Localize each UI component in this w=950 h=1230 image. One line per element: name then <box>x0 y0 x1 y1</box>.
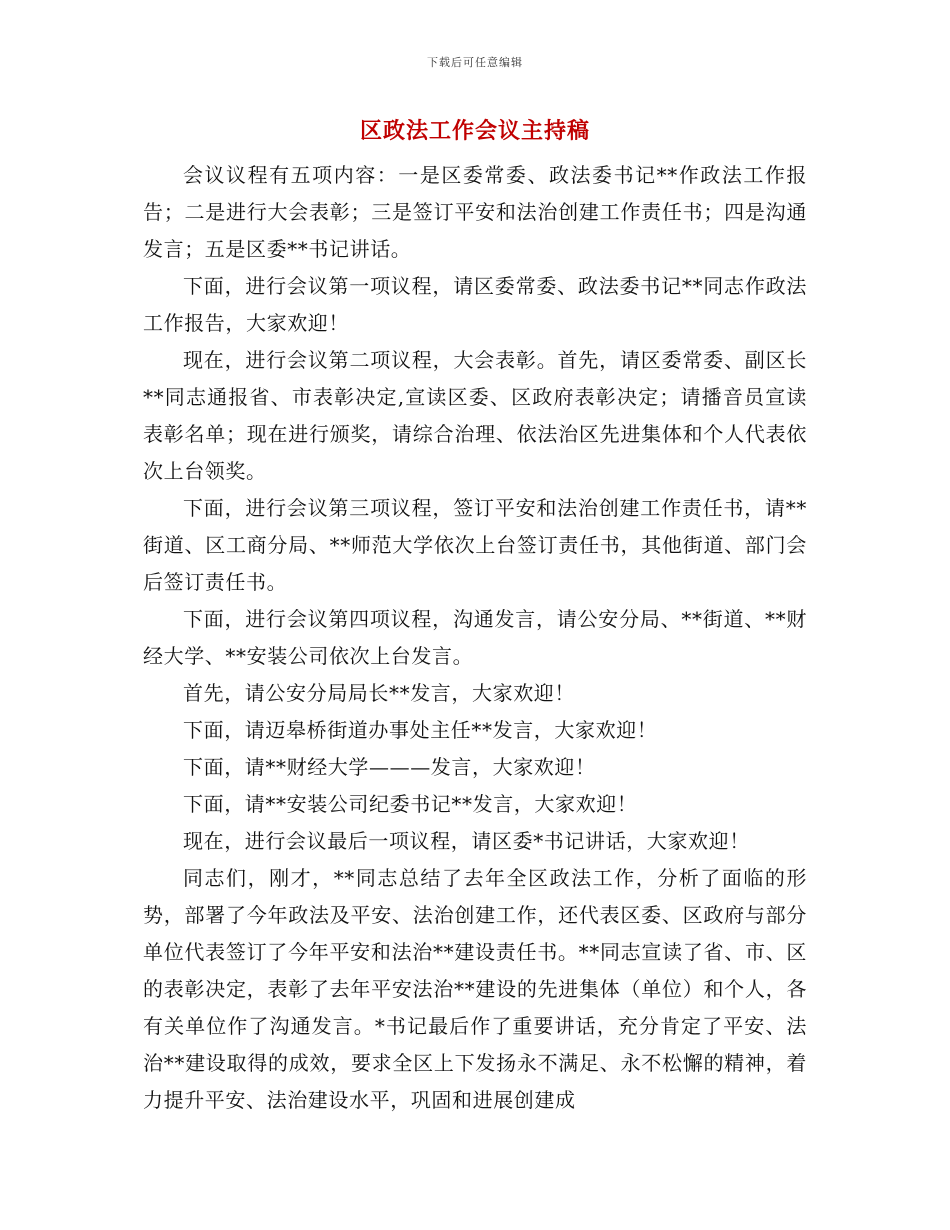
paragraph: 会议议程有五项内容：一是区委常委、政法委书记**作政法工作报告；二是进行大会表彰；三是签订平安和法治创建工作责任书；四是沟通发言；五是区委**书记讲话。 <box>143 163 807 261</box>
paragraph: 下面，请**财经大学———发言，大家欢迎！ <box>183 755 596 779</box>
paragraph: 下面，进行会议第四项议程，沟通发言，请公安分局、**街道、**财经大学、**安装公司依次上台发言。 <box>143 607 807 668</box>
paragraph: 下面，请**安装公司纪委书记**发言，大家欢迎！ <box>183 792 638 816</box>
paragraph: 现在，进行会议第二项议程，大会表彰。首先，请区委常委、副区长**同志通报省、市表彰决定,宣读区委、区政府表彰决定；请播音员宣读表彰名单；现在进行颁奖，请综合治理、依法治区先进集体和个人代表依次上台领奖。 <box>143 348 807 483</box>
paragraph: 现在，进行会议最后一项议程，请区委*书记讲话，大家欢迎！ <box>183 829 750 853</box>
paragraph: 下面，进行会议第一项议程，请区委常委、政法委书记**同志作政法工作报告，大家欢迎！ <box>143 274 807 335</box>
document-body <box>143 157 807 1119</box>
paragraph: 首先，请公安分局局长**发言，大家欢迎！ <box>183 681 575 705</box>
document-title: 区政法工作会议主持稿 <box>359 118 590 144</box>
paragraph: 同志们，刚才，**同志总结了去年全区政法工作，分析了面临的形势，部署了今年政法及平安、法治创建工作，还代表区委、区政府与部分单位代表签订了今年平安和法治**建设责任书。**同志宣读了省、市、区的表彰决定，表彰了去年平安法治**建设的先进集体（单位）和个人，各有关单位作了沟通发言。*书记最后作了重要讲话，充分肯定了平安、法治**建设取得的成效，要求全区上下发扬永不满足、永不松懈的精神，着力提升平安、法治建设水平，巩固和进展创建成 <box>143 866 807 1112</box>
header-note: 下载后可任意编辑 <box>427 56 523 69</box>
paragraph: 下面，进行会议第三项议程，签订平安和法治创建工作责任书，请**街道、区工商分局、**师范大学依次上台签订责任书，其他街道、部门会后签订责任书。 <box>143 496 807 594</box>
paragraph: 下面，请迈皋桥街道办事处主任**发言，大家欢迎！ <box>183 718 658 742</box>
